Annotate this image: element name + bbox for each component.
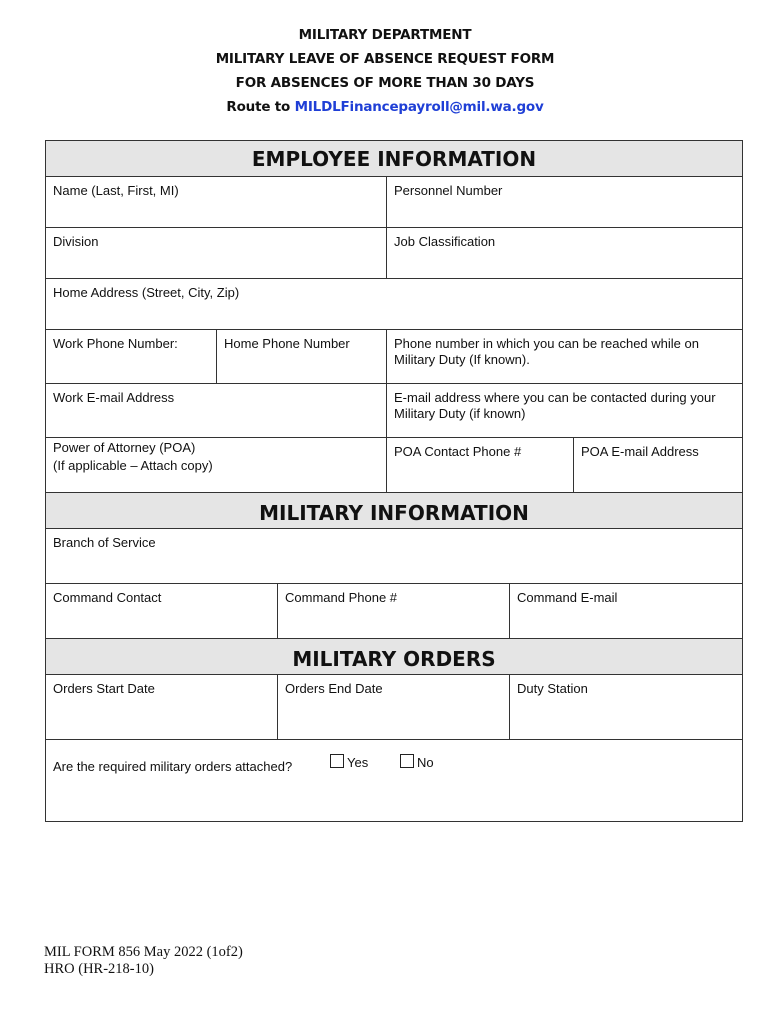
work-email-field[interactable]: [46, 384, 387, 437]
no-option[interactable]: [400, 754, 434, 770]
military-email-field[interactable]: [387, 384, 742, 437]
home-phone-label: Home Phone Number: [224, 336, 350, 351]
poa-email-field[interactable]: [574, 438, 742, 492]
form-number: MIL FORM 856 May 2022 (1of2): [44, 944, 243, 960]
work-email-label: Work E-mail Address: [53, 390, 175, 405]
employee-row-poa: [46, 438, 742, 493]
duty-station-label: Duty Station: [517, 681, 588, 696]
name-field[interactable]: [46, 177, 387, 227]
employee-row-address: [46, 279, 742, 330]
home-phone-field[interactable]: [217, 330, 387, 383]
poa-phone-label: POA Contact Phone #: [394, 444, 522, 459]
orders-start-date-label: Orders Start Date: [53, 681, 155, 696]
command-phone-label: Command Phone #: [285, 590, 398, 605]
orders-attached-question: Are the required military orders attached?: [53, 759, 293, 774]
orders-row-attached: [46, 740, 742, 821]
division-label: Division: [53, 234, 99, 249]
military-email-label: E-mail address where you can be contacted during your Military Duty (if known): [394, 390, 716, 421]
employee-row-division: [46, 228, 742, 279]
employee-row-emails: [46, 384, 742, 438]
division-field[interactable]: [46, 228, 387, 278]
header-line-2: MILITARY LEAVE OF ABSENCE REQUEST FORM: [215, 51, 555, 67]
header-route-line: [0, 99, 770, 115]
header-line-1: MILITARY DEPARTMENT: [298, 27, 472, 43]
orders-end-date-field[interactable]: [278, 675, 510, 739]
name-label: Name (Last, First, MI): [53, 183, 179, 198]
orders-end-date-label: Orders End Date: [285, 681, 383, 696]
command-email-field[interactable]: [510, 584, 742, 638]
header-line-3: FOR ABSENCES OF MORE THAN 30 DAYS: [235, 75, 535, 91]
poa-phone-field[interactable]: [387, 438, 574, 492]
orders-row-dates: [46, 675, 742, 740]
no-label: No: [417, 755, 434, 770]
form-hro-code: HRO (HR-218-10): [44, 961, 154, 977]
poa-label: Power of Attorney (POA): [53, 440, 196, 455]
employee-row-phones: [46, 330, 742, 384]
home-address-field[interactable]: [46, 279, 742, 329]
poa-field[interactable]: [46, 438, 387, 492]
work-phone-label: Work Phone Number:: [53, 336, 178, 351]
employee-row-name: [46, 177, 742, 228]
route-email-link[interactable]: MILDLFinancepayroll@mil.wa.gov: [294, 99, 544, 115]
yes-label: Yes: [347, 755, 369, 770]
military-phone-label: Phone number in which you can be reached while on Military Duty (If known).: [394, 336, 699, 367]
job-classification-field[interactable]: [387, 228, 742, 278]
command-contact-field[interactable]: [46, 584, 278, 638]
military-row-branch: [46, 529, 742, 584]
yes-checkbox[interactable]: [330, 754, 344, 768]
branch-of-service-label: Branch of Service: [53, 535, 156, 550]
military-phone-field[interactable]: [387, 330, 742, 383]
command-phone-field[interactable]: [278, 584, 510, 638]
command-contact-label: Command Contact: [53, 590, 162, 605]
orders-start-date-field[interactable]: [46, 675, 278, 739]
branch-of-service-field[interactable]: [46, 529, 742, 583]
yes-option[interactable]: [330, 754, 368, 770]
employee-info-heading: EMPLOYEE INFORMATION: [46, 141, 742, 177]
personnel-number-label: Personnel Number: [394, 183, 503, 198]
military-row-command: [46, 584, 742, 639]
poa-email-label: POA E-mail Address: [581, 444, 699, 459]
military-info-heading: MILITARY INFORMATION: [46, 493, 742, 529]
form-footer: [44, 944, 243, 978]
no-checkbox[interactable]: [400, 754, 414, 768]
duty-station-field[interactable]: [510, 675, 742, 739]
military-orders-heading: MILITARY ORDERS: [46, 639, 742, 675]
command-email-label: Command E-mail: [517, 590, 618, 605]
personnel-number-field[interactable]: [387, 177, 742, 227]
poa-sublabel: (If applicable – Attach copy): [53, 458, 213, 473]
leave-request-form: [45, 140, 743, 822]
route-prefix: Route to: [226, 99, 295, 115]
home-address-label: Home Address (Street, City, Zip): [53, 285, 240, 300]
work-phone-field[interactable]: [46, 330, 217, 383]
job-classification-label: Job Classification: [394, 234, 496, 249]
